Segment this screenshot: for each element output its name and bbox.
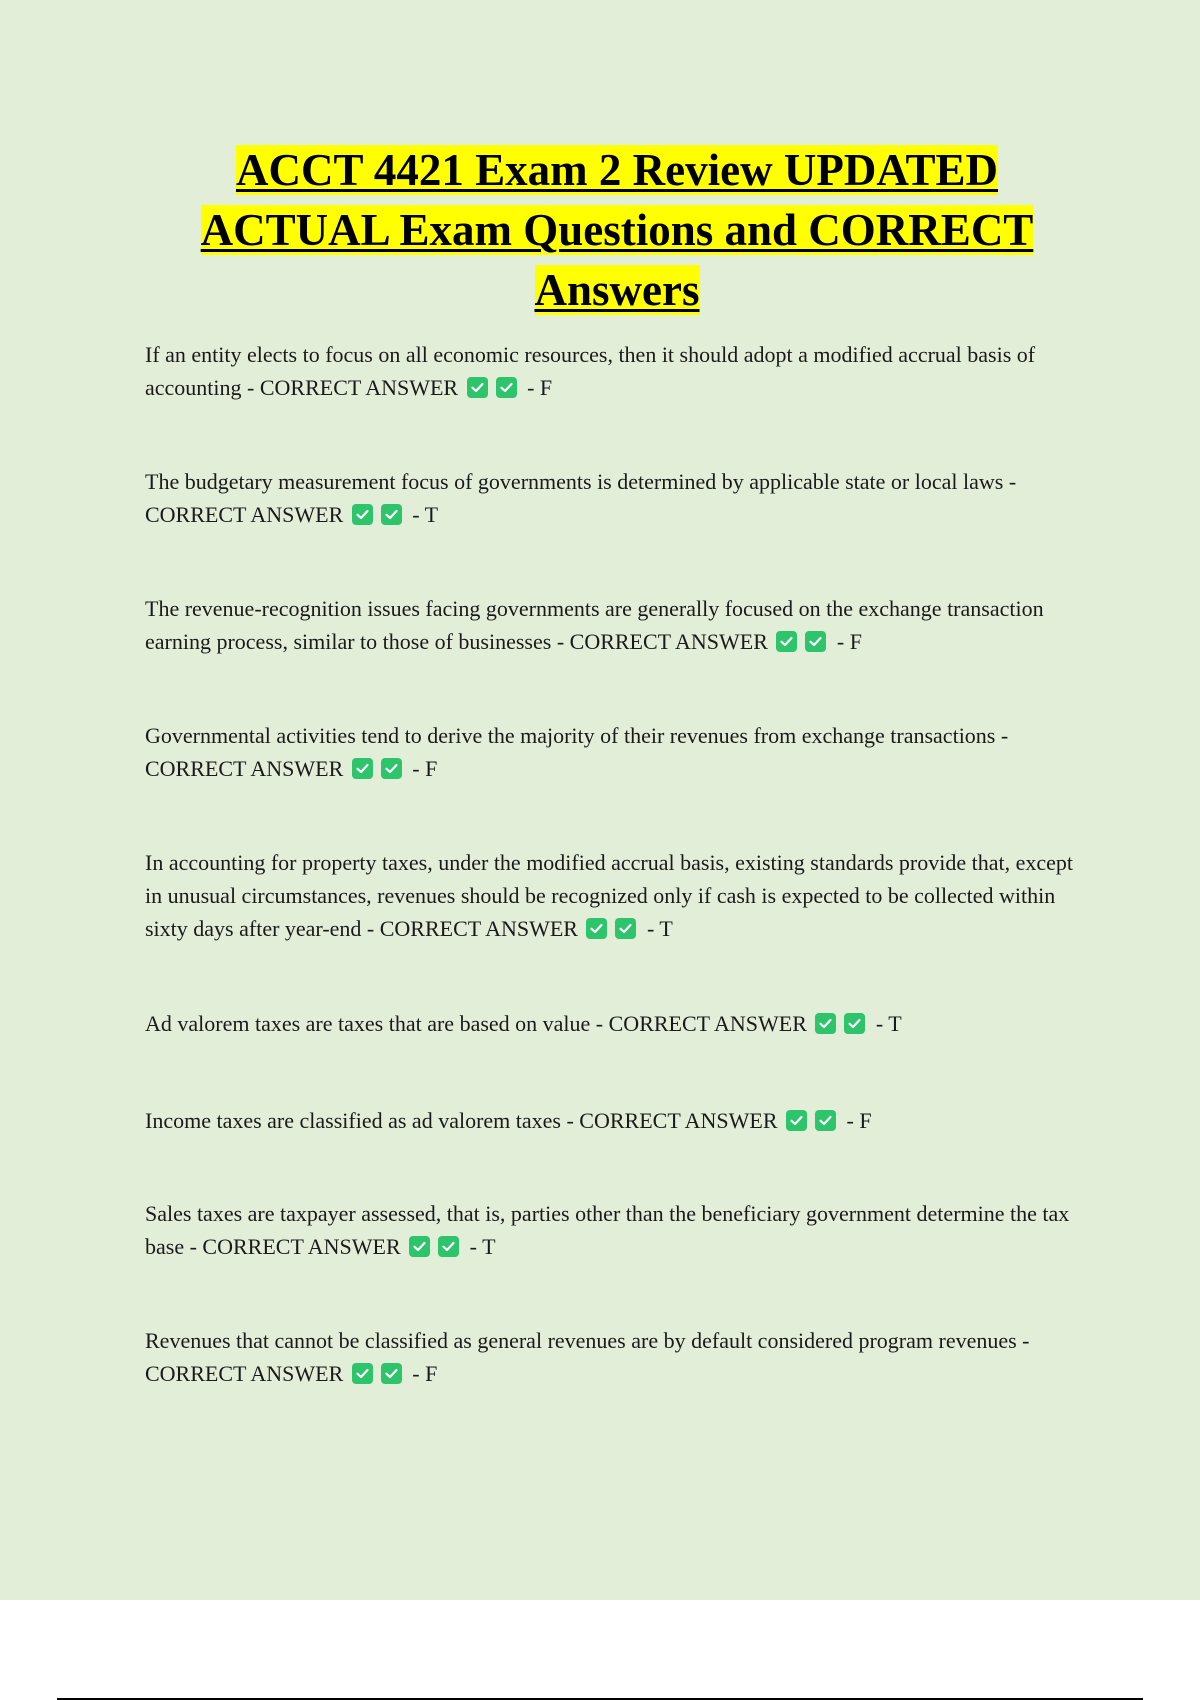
check-icon bbox=[352, 758, 373, 779]
question-text: If an entity elects to focus on all economic resources, then it should adopt a modified accrual basis of accounting - CORRECT ANSWER bbox=[145, 342, 1036, 400]
check-icon bbox=[844, 1013, 865, 1034]
answer-text: - F bbox=[527, 375, 553, 400]
check-icon bbox=[496, 377, 517, 398]
check-icon bbox=[615, 918, 636, 939]
check-icon bbox=[815, 1110, 836, 1131]
check-icon bbox=[381, 1363, 402, 1384]
question-item bbox=[145, 592, 1085, 658]
question-text: Governmental activities tend to derive the majority of their revenues from exchange transactions - CORRECT ANSWER bbox=[145, 723, 1009, 781]
check-icon bbox=[409, 1236, 430, 1257]
title-line: ACCT 4421 Exam 2 Review UPDATED bbox=[235, 145, 999, 195]
check-icon bbox=[381, 504, 402, 525]
question-item bbox=[145, 1324, 1085, 1390]
title-line: Answers bbox=[534, 265, 700, 315]
check-icon bbox=[815, 1013, 836, 1034]
check-icon bbox=[352, 1363, 373, 1384]
question-item bbox=[145, 1197, 1085, 1263]
question-text: In accounting for property taxes, under the modified accrual basis, existing standards provide that, except in unusual circumstances, revenues should be recognized only if cash is expected to be collected within sixty days after year-end - CORRECT ANSWER bbox=[145, 850, 1073, 941]
check-icon bbox=[438, 1236, 459, 1257]
answer-text: - F bbox=[412, 1361, 438, 1386]
check-icon bbox=[805, 631, 826, 652]
answer-text: - T bbox=[469, 1234, 496, 1259]
question-item bbox=[145, 1104, 1085, 1137]
question-item bbox=[145, 719, 1085, 785]
question-item bbox=[145, 846, 1085, 945]
answer-text: - T bbox=[646, 916, 673, 941]
answer-text: - T bbox=[875, 1011, 902, 1036]
title-line: ACTUAL Exam Questions and CORRECT bbox=[200, 205, 1034, 255]
question-item bbox=[145, 1007, 1085, 1040]
check-icon bbox=[776, 631, 797, 652]
question-item bbox=[145, 465, 1085, 531]
check-icon bbox=[786, 1110, 807, 1131]
answer-text: - T bbox=[412, 502, 439, 527]
question-text: The budgetary measurement focus of governments is determined by applicable state or local laws - CORRECT ANSWER bbox=[145, 469, 1017, 527]
check-icon bbox=[467, 377, 488, 398]
question-text: Ad valorem taxes are taxes that are based on value - CORRECT ANSWER bbox=[145, 1011, 807, 1036]
question-text: Revenues that cannot be classified as general revenues are by default considered program revenues - CORRECT ANSWER bbox=[145, 1328, 1030, 1386]
document-title bbox=[120, 140, 1114, 320]
question-text: Income taxes are classified as ad valorem taxes - CORRECT ANSWER bbox=[145, 1108, 778, 1133]
answer-text: - F bbox=[836, 629, 862, 654]
question-item bbox=[145, 338, 1085, 404]
question-text: The revenue-recognition issues facing governments are generally focused on the exchange transaction earning process, similar to those of businesses - CORRECT ANSWER bbox=[145, 596, 1044, 654]
question-text: Sales taxes are taxpayer assessed, that is, parties other than the beneficiary government determine the tax base - CORRECT ANSWER bbox=[145, 1201, 1070, 1259]
answer-text: - F bbox=[412, 756, 438, 781]
check-icon bbox=[352, 504, 373, 525]
check-icon bbox=[381, 758, 402, 779]
check-icon bbox=[586, 918, 607, 939]
answer-text: - F bbox=[846, 1108, 872, 1133]
